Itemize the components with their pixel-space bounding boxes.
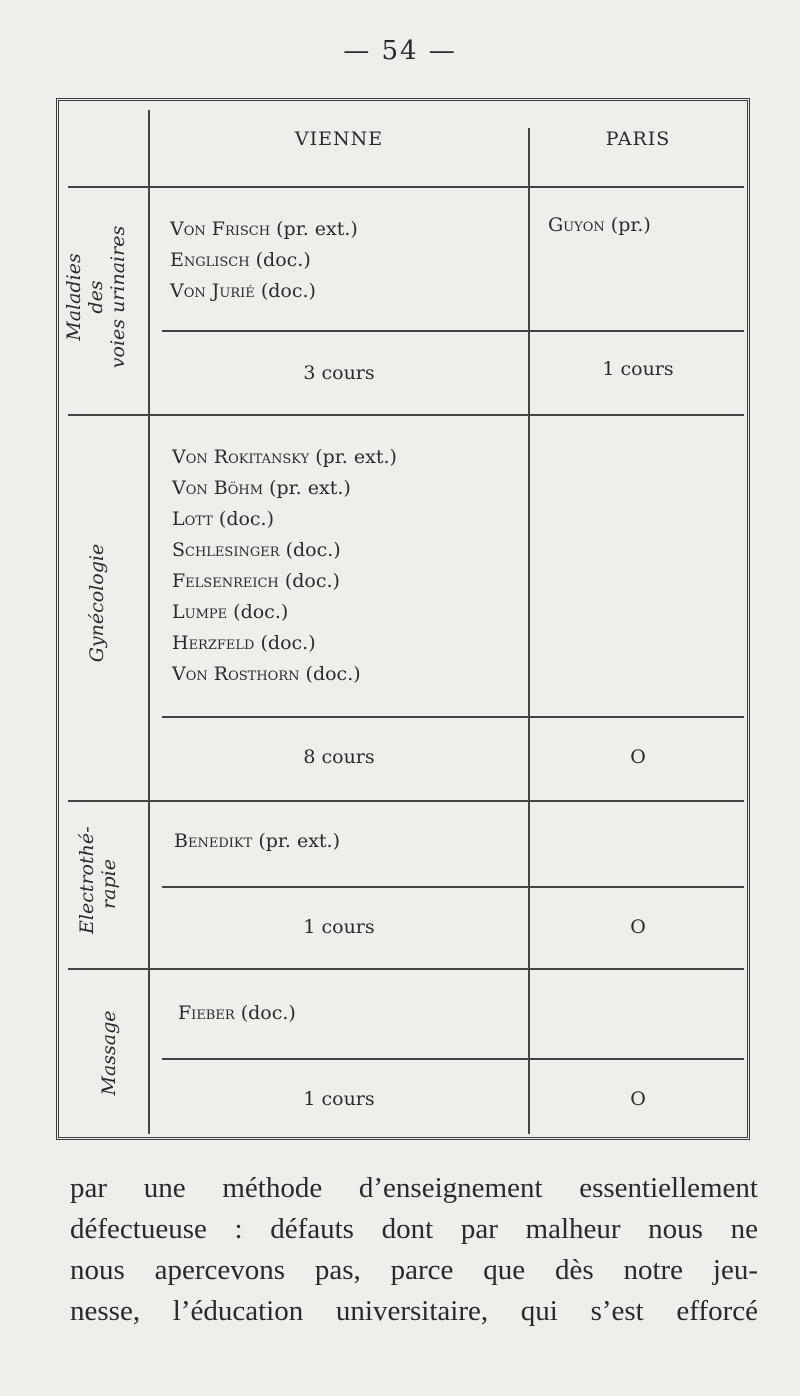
section-label-massage: Massage xyxy=(98,1010,120,1096)
section-label-urinaires: Maladies des voies urinaires xyxy=(63,225,129,369)
rule-electro-count xyxy=(162,886,744,888)
gyneco-paris-count: O xyxy=(630,746,646,768)
massage-vienne-professors xyxy=(178,998,296,1029)
electro-paris-count: O xyxy=(630,916,646,938)
city-column-divider xyxy=(528,128,530,1134)
professor-entry: Von Frisch (pr. ext.) xyxy=(170,218,358,240)
professor-entry: Felsenreich (doc.) xyxy=(172,570,340,592)
body-paragraph xyxy=(70,1168,758,1332)
page-number: — 54 — xyxy=(343,36,457,66)
rule-massage-count xyxy=(162,1058,744,1060)
rule-gyneco-count xyxy=(162,716,744,718)
header-rule xyxy=(68,186,744,188)
body-line: défectueuse : défauts dont par malheur nous ne xyxy=(70,1213,758,1245)
gyneco-vienne-professors xyxy=(172,442,397,690)
body-line: par une méthode d’enseignement essentiellement xyxy=(70,1172,758,1204)
header-vienne: VIENNE xyxy=(294,128,384,150)
professor-entry: Von Böhm (pr. ext.) xyxy=(172,477,351,499)
professor-entry: Guyon (pr.) xyxy=(548,214,651,236)
header-paris: PARIS xyxy=(605,128,671,150)
rule-section-3 xyxy=(68,968,744,970)
body-line: nous apercevons pas, parce que dès notre jeu- xyxy=(70,1254,758,1286)
section-label-electrotherapie: Electrothé- rapie xyxy=(76,826,120,934)
urinaires-paris-count: 1 cours xyxy=(602,358,674,380)
professor-entry: Von Jurié (doc.) xyxy=(170,280,316,302)
professor-entry: Herzfeld (doc.) xyxy=(172,632,316,654)
massage-paris-count: O xyxy=(630,1088,646,1110)
professor-entry: Von Rosthorn (doc.) xyxy=(172,663,361,685)
rule-section-1 xyxy=(68,414,744,416)
body-line: nesse, l’éducation universitaire, qui s’est efforcé xyxy=(70,1295,758,1327)
section-label-gynecologie: Gynécologie xyxy=(86,543,108,663)
courses-table xyxy=(56,98,750,1140)
urinaires-vienne-count: 3 cours xyxy=(303,362,375,384)
professor-entry: Schlesinger (doc.) xyxy=(172,539,341,561)
urinaires-vienne-professors xyxy=(170,214,358,307)
electro-vienne-count: 1 cours xyxy=(303,916,375,938)
professor-entry: Benedikt (pr. ext.) xyxy=(174,830,341,852)
professor-entry: Lott (doc.) xyxy=(172,508,275,530)
professor-entry: Von Rokitansky (pr. ext.) xyxy=(172,446,397,468)
label-column-divider xyxy=(148,110,150,1134)
professor-entry: Lumpe (doc.) xyxy=(172,601,289,623)
urinaires-paris-professors xyxy=(548,210,651,241)
electro-vienne-professors xyxy=(174,826,340,857)
professor-entry: Fieber (doc.) xyxy=(178,1002,296,1024)
rule-section-2 xyxy=(68,800,744,802)
rule-urinaires-count xyxy=(162,330,744,332)
gyneco-vienne-count: 8 cours xyxy=(303,746,375,768)
massage-vienne-count: 1 cours xyxy=(303,1088,375,1110)
professor-entry: Englisch (doc.) xyxy=(170,249,311,271)
